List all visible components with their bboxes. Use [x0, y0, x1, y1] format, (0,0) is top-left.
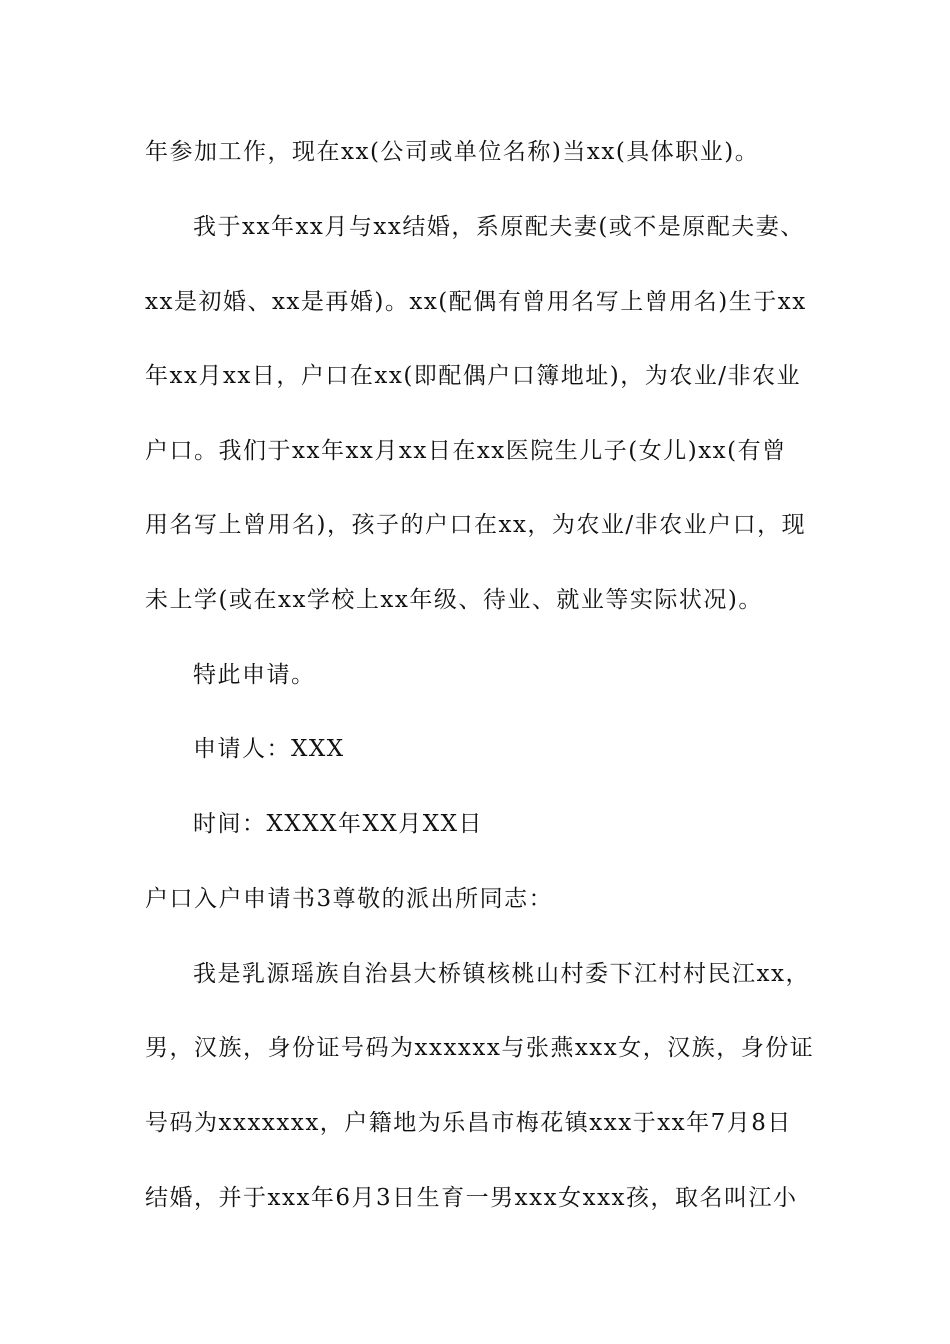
text-line: xx是初婚、xx是再婚)。xx(配偶有曾用名写上曾用名)生于xx [145, 289, 807, 315]
text-line: 特此申请。 [193, 662, 316, 688]
text-line: 用名写上曾用名)，孩子的户口在xx，为农业/非农业户口，现 [145, 512, 807, 538]
text-line: 我于xx年xx月与xx结婚，系原配夫妻(或不是原配夫妻、 [193, 214, 805, 240]
text-line: 年xx月xx日，户口在xx(即配偶户口簿地址)，为农业/非农业 [145, 363, 802, 389]
text-line: 申请人：XXX [193, 736, 345, 762]
text-line: 户口。我们于xx年xx月xx日在xx医院生儿子(女儿)xx(有曾 [145, 438, 787, 464]
text-line: 结婚，并于xxx年6月3日生育一男xxx女xxx孩，取名叫江小 [145, 1185, 798, 1211]
text-line: 未上学(或在xx学校上xx年级、待业、就业等实际状况)。 [145, 587, 763, 613]
text-line: 时间：XXXX年XX月XX日 [193, 811, 483, 837]
text-line: 男，汉族，身份证号码为xxxxxx与张燕xxx女，汉族，身份证 [145, 1035, 815, 1061]
text-line: 我是乳源瑶族自治县大桥镇核桃山村委下江村村民江xx， [193, 961, 810, 987]
text-line: 号码为xxxxxxx，户籍地为乐昌市梅花镇xxx于xx年7月8日 [145, 1110, 792, 1136]
section-heading: 户口入户申请书3尊敬的派出所同志： [145, 886, 554, 912]
text-line: 年参加工作，现在xx(公司或单位名称)当xx(具体职业)。 [145, 139, 760, 165]
